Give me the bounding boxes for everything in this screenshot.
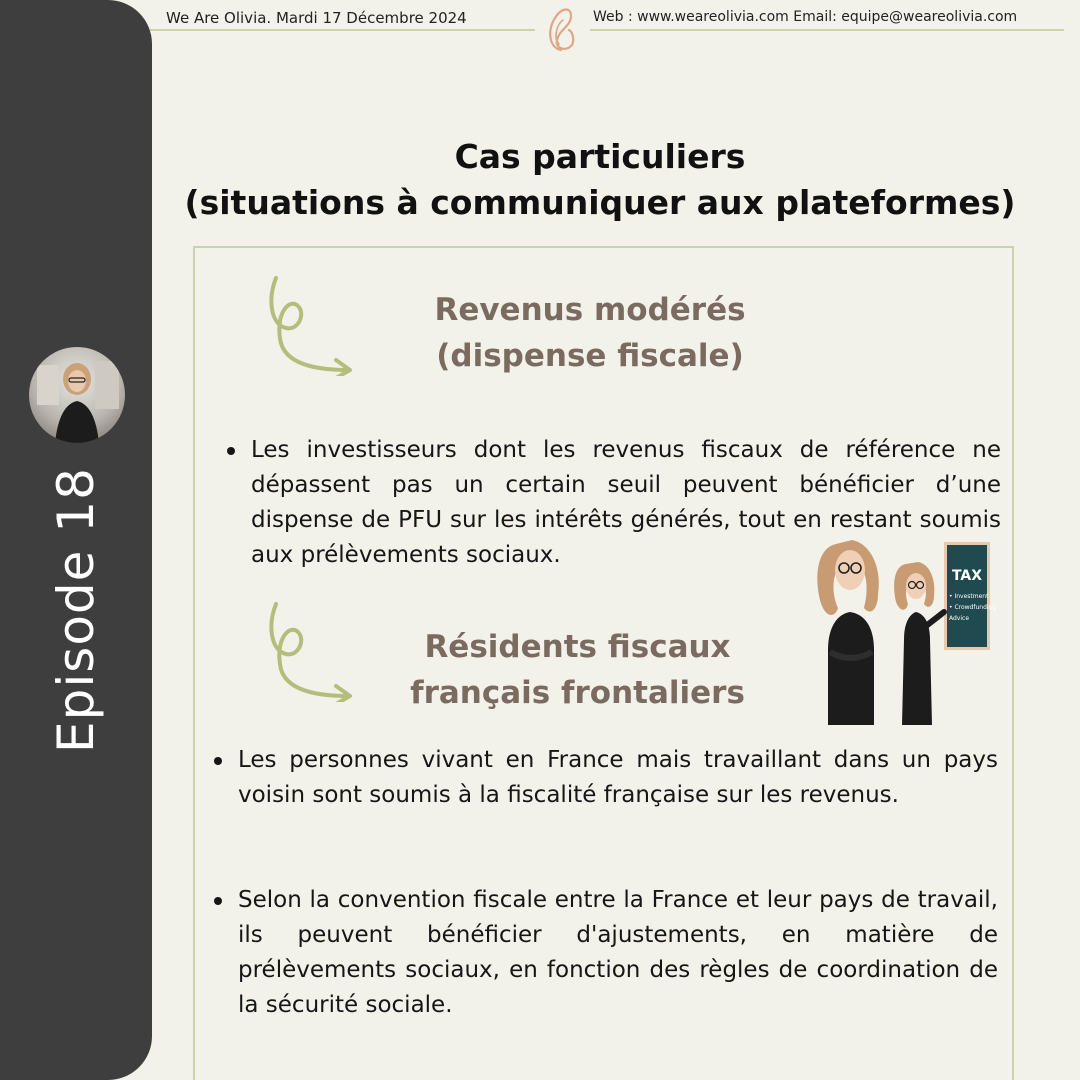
avatar (29, 347, 125, 443)
avatar-portrait-icon (29, 347, 125, 443)
section-heading-frontaliers (385, 624, 770, 716)
curly-arrow-icon (262, 276, 362, 376)
olivia-logo-icon (541, 0, 581, 54)
section-heading-line1: Revenus modérés (434, 292, 746, 328)
header-date: We Are Olivia. Mardi 17 Décembre 2024 (166, 9, 467, 27)
header-rule-left (150, 29, 535, 31)
list-item: Les personnes vivant en France mais travaillant dans un pays voisin sont soumis à la fiscalité française sur les revenus. (238, 743, 998, 813)
page-title-line1: Cas particuliers (454, 137, 746, 176)
advisors-illustration (806, 530, 996, 725)
page-title-line2: (situations à communiquer aux plateformes) (184, 183, 1016, 222)
page-title (170, 134, 1030, 226)
section-heading-revenus (400, 287, 780, 379)
sidebar (0, 0, 152, 1080)
header-contact: Web : www.weareolivia.com Email: equipe@weareolivia.com (593, 9, 1018, 25)
list-item: Selon la convention fiscale entre la France et leur pays de travail, ils peuvent bénéficier d'ajustements, en matière de prélèvements sociaux, en fonction des règles de coordination de la sécurité sociale. (238, 883, 998, 1023)
list-item: Les investisseurs dont les revenus fiscaux de référence ne dépassent pas un certain seuil peuvent bénéficier d’une dispense de PFU sur les intérêts générés, tout en restant soumis aux prélèvements sociaux. (251, 433, 1001, 573)
episode-label: Episode 18 (47, 467, 105, 753)
section-heading-line2: (dispense fiscale) (436, 338, 744, 374)
board-item: • Investment (949, 593, 989, 600)
board-item: Advice (949, 615, 970, 622)
curly-arrow-icon (262, 602, 362, 702)
board-item: • Crowdfunding (949, 604, 996, 611)
header-rule-right (590, 29, 1064, 31)
section-heading-line1: Résidents fiscaux (424, 629, 731, 665)
board-title: TAX (951, 568, 983, 584)
section-heading-line2: français frontaliers (410, 675, 745, 711)
